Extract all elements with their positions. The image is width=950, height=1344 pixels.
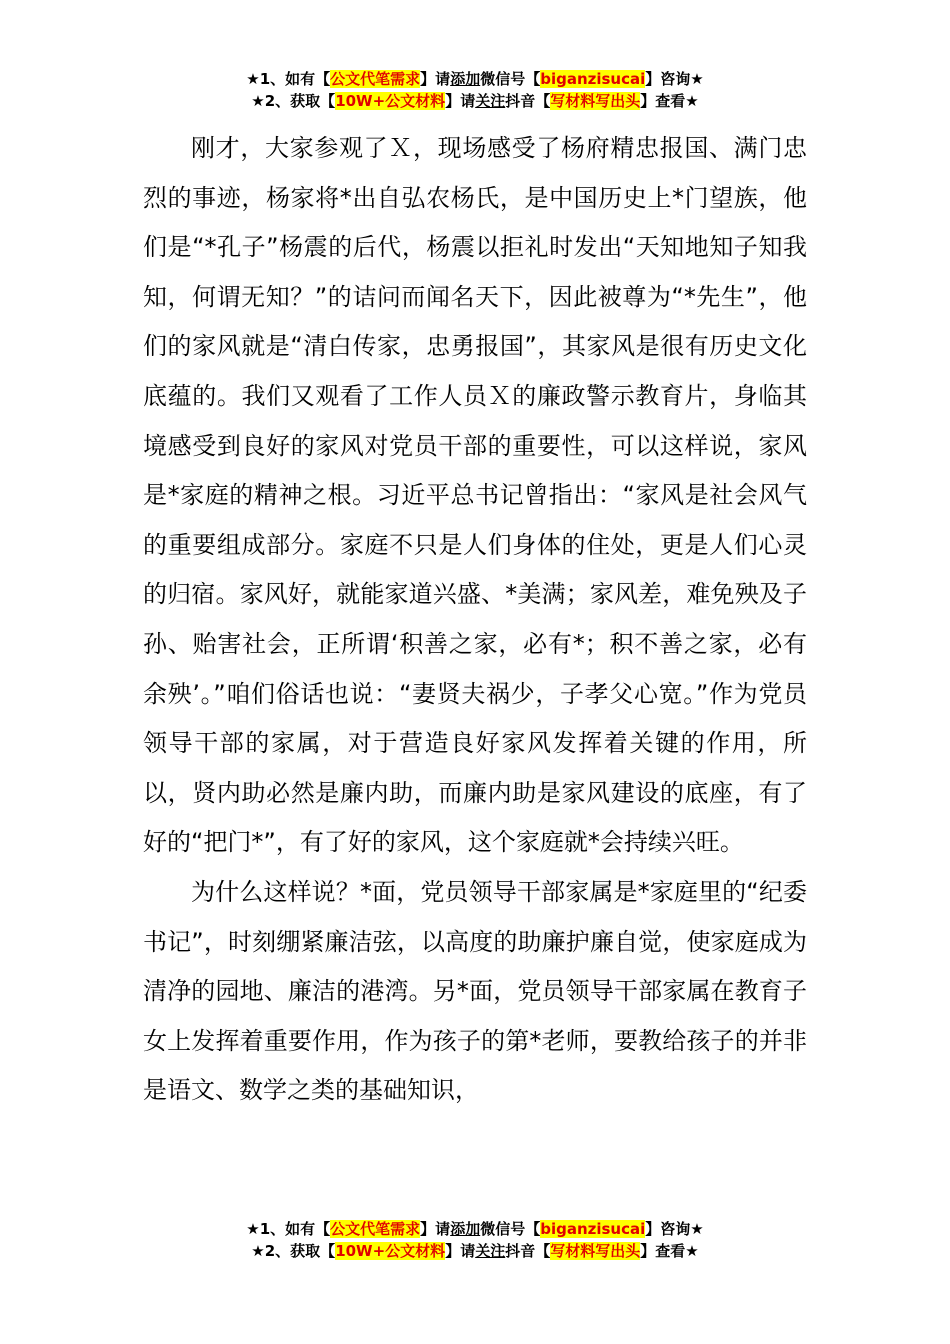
- promo-highlight: 写材料写出头: [550, 1242, 641, 1260]
- promo-text: 】请: [445, 1242, 476, 1260]
- paragraph-2: 为什么这样说？*面，党员领导干部家属是*家庭里的“纪委书记”，时刻绷紧廉洁弦，以高度的助廉护廉自觉，使家庭成为清净的园地、廉洁的港湾。另*面，党员领导干部家属在教育子女上发挥着重要作用，作为孩子的第*老师，要教给孩子的并非是语文、数学之类的基础知识，: [143, 877, 807, 1105]
- paragraph-1: 刚才，大家参观了Ｘ，现场感受了杨府精忠报国、满门忠烈的事迹，杨家将*出自弘农杨氏，是中国历史上*门望族，他们是“*孔子”杨震的后代，杨震以拒礼时发出“天知地知子知我知，何谓无知？”的诘问而闻名天下，因此被尊为“*先生”，他们的家风就是“清白传家，忠勇报国”，其家风是很有历史文化底蕴的。我们又观看了工作人员Ｘ的廉政警示教育片，身临其境感受到良好的家风对党员干部的重要性，可以这样说，家风是*家庭的精神之根。习近平总书记曾指出：“家风是社会风气的重要组成部分。家庭不只是人们身体的住处，更是人们心灵的归宿。家风好，就能家道兴盛、*美满；家风差，难免殃及子孙、贻害社会，正所谓‘积善之家，必有*；积不善之家，必有余殃’。”咱们俗话也说：“妻贤夫祸少，子孝父心宽。”作为党员领导干部的家属，对于营造良好家风发挥着关键的作用，所以，贤内助必然是廉内助，而廉内助是家风建设的底座，有了好的“把门*”，有了好的家风，这个家庭就*会持续兴旺。: [143, 134, 807, 857]
- promo-text: 】咨询★: [645, 70, 704, 88]
- promo-text: ★1、如有【: [246, 70, 331, 88]
- promo-text: 抖音【: [505, 1242, 551, 1260]
- promo-text: 】请: [420, 1220, 451, 1238]
- promo-highlight: biganzisucai: [540, 70, 646, 88]
- promo-banner-top: [0, 68, 950, 112]
- promo-emphasis: 添加: [450, 70, 481, 88]
- promo-line-2: [0, 90, 950, 112]
- promo-highlight: 公文代笔需求: [330, 70, 421, 88]
- promo-text: 】查看★: [640, 1242, 699, 1260]
- promo-highlight: 写材料写出头: [550, 92, 641, 110]
- promo-text: 微信号【: [480, 70, 541, 88]
- promo-text: 】查看★: [640, 92, 699, 110]
- document-body: [143, 124, 807, 1116]
- promo-highlight: 10W+公文材料: [335, 92, 446, 110]
- promo-emphasis: 关注: [475, 92, 506, 110]
- promo-text: 抖音【: [505, 92, 551, 110]
- promo-text: 】请: [420, 70, 451, 88]
- promo-text: 】咨询★: [645, 1220, 704, 1238]
- promo-banner-bottom: [0, 1218, 950, 1262]
- promo-text: ★1、如有【: [246, 1220, 331, 1238]
- promo-line-1: [0, 1218, 950, 1240]
- promo-text: ★2、获取【: [251, 1242, 336, 1260]
- promo-text: 微信号【: [480, 1220, 541, 1238]
- promo-text: 】请: [445, 92, 476, 110]
- promo-text: ★2、获取【: [251, 92, 336, 110]
- promo-highlight: biganzisucai: [540, 1220, 646, 1238]
- promo-line-1: [0, 68, 950, 90]
- promo-emphasis: 添加: [450, 1220, 481, 1238]
- promo-highlight: 10W+公文材料: [335, 1242, 446, 1260]
- promo-line-2: [0, 1240, 950, 1262]
- promo-highlight: 公文代笔需求: [330, 1220, 421, 1238]
- promo-emphasis: 关注: [475, 1242, 506, 1260]
